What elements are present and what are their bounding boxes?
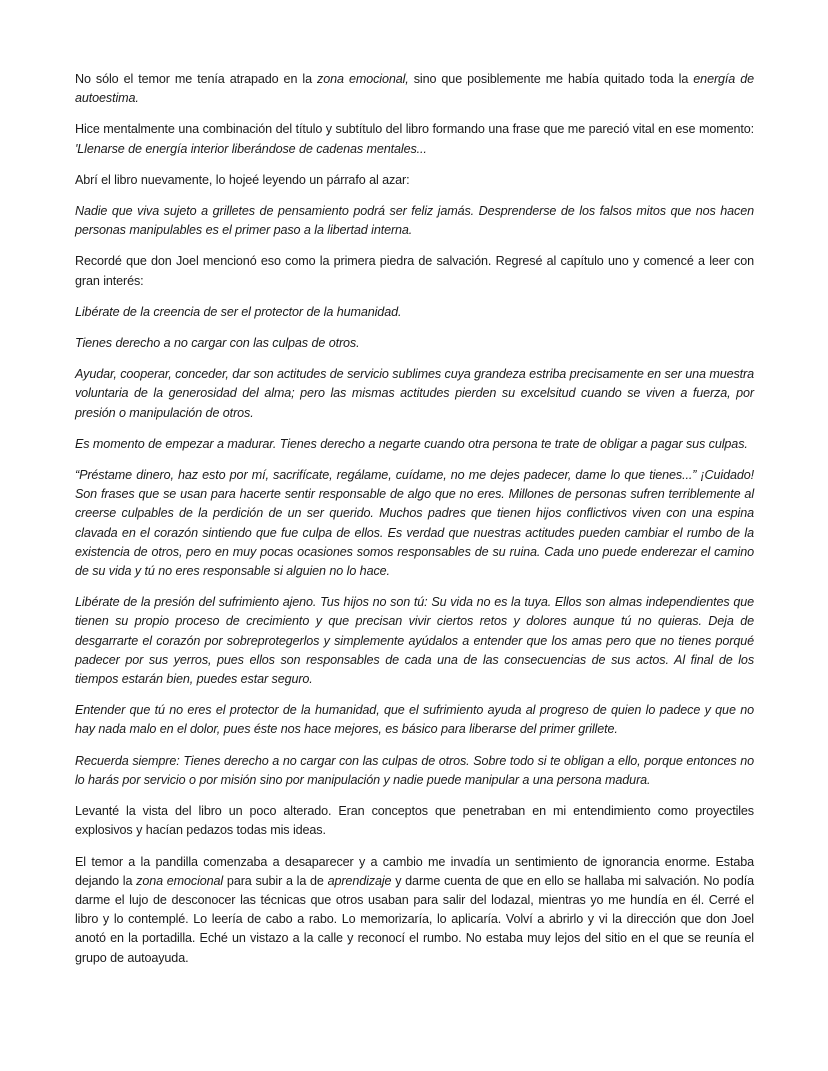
emphasis-span: zona emocional, [317,72,409,86]
paragraph: Nadie que viva sujeto a grilletes de pensamiento podrá ser feliz jamás. Desprenderse de los falsos mitos que nos hacen personas manipulables es el primer paso a la libertad interna. [75,204,754,238]
paragraph: Levanté la vista del libro un poco alterado. Eran conceptos que penetraban en mi entendimiento como proyectiles explosivos y hacían pedazos todas mis ideas. [75,804,754,838]
text-span: El temor a la pandilla comenzaba a desaparecer y a cambio me invadía un sentimiento de ignorancia enorme. Estaba dejando la [75,854,754,888]
emphasis-span: aprendizaje [327,873,392,888]
emphasis-span: zona emocional [136,873,224,888]
paragraph: Recordé que don Joel mencionó eso como la primera piedra de salvación. Regresé al capítulo uno y comencé a leer con gran interés: [75,254,754,288]
paragraph [75,70,754,108]
emphasis-span: 'Llenarse de energía interior liberándose de cadenas mentales... [75,141,427,156]
paragraph: Tienes derecho a no cargar con las culpas de otros. [75,336,360,351]
paragraph: Entender que tú no eres el protector de la humanidad, que el sufrimiento ayuda al progreso de quien lo padece y que no hay nada malo en el dolor, pues éste nos hace mejores, es básico para liberarse del primer grillete. [75,703,754,737]
text-span: y darme cuenta de que en ello se hallaba mi salvación. No podía darme el lujo de desconocer las técnicas que otros usaban para salir del lodazal, mientras yo me hundía en él. Cerré el libro y lo contemplé. Lo leería de cabo a rabo. Lo memorizaría, lo aplicaría. Volví a abrirlo y vi la dirección que don Joel anotó en la portadilla. Eché un vistazo a la calle y reconocí el rumbo. No estaba muy lejos del sitio en el que se reunía el grupo de autoayuda. [75,873,754,965]
text-span: No sólo el temor me tenía atrapado en la [75,72,318,86]
paragraph: Ayudar, cooperar, conceder, dar son actitudes de servicio sublimes cuya grandeza estriba precisamente en ser una muestra voluntaria de la generosidad del alma; pero las mismas actitudes pierden su excelsitud cuando se viven a fuerza, por presión o manipulación de otros. [75,367,754,420]
paragraph: Es momento de empezar a madurar. Tienes derecho a negarte cuando otra persona te trate de obligar a pagar sus culpas. [75,436,748,451]
paragraph: “Préstame dinero, haz esto por mí, sacrifícate, regálame, cuídame, no me dejes padecer, dame lo que tienes...” ¡Cuidado! Son frases que se usan para hacerte sentir responsable de algo que no eres. Millones de personas sufren terriblemente al creerse culpables de la perdición de un ser querido. Muchos padres que tienen hijos conflictivos viven con una espina clavada en el corazón sintiendo que fue culpa de ellos. Es verdad que nuestras actitudes pueden cambiar el rumbo de la existencia de otros, pero en muy pocas ocasiones somos responsables de su ruina. Cada uno puede enderezar el camino de su vida y tú no eres responsable si alguien no lo hace. [75,468,754,579]
text-column [75,70,754,968]
paragraph [75,120,754,158]
paragraph: Libérate de la creencia de ser el protector de la humanidad. [75,304,402,319]
paragraph: Recuerda siempre: Tienes derecho a no cargar con las culpas de otros. Sobre todo si te obligan a ello, porque entonces no lo harás por servicio o por misión sino por manipulación y nadie puede manipular a una persona madura. [75,753,754,787]
text-span: sino que posiblemente me había quitado toda la [408,72,694,86]
text-span: para subir a la de [223,873,328,888]
emphasis-span: energía de autoestima. [75,72,755,106]
paragraph: Libérate de la presión del sufrimiento ajeno. Tus hijos no son tú: Su vida no es la tuya. Ellos son almas independientes que tienen su propio proceso de crecimiento y que precisan vivir ciertos retos y dolores aunque tú no quieras. Deja de desgarrarte el corazón por sobreprotegerlos y simplemente ayúdalos a entender que los amas pero que no tienes porqué padecer por sus yerros, pues ellos son responsables de cada una de las consecuencias de sus actos. Al final de los tiempos estarán bien, puedes estar seguro. [75,595,754,687]
paragraph: Abrí el libro nuevamente, lo hojeé leyendo un párrafo al azar: [75,172,410,187]
paragraph [75,853,754,968]
text-span: Hice mentalmente una combinación del título y subtítulo del libro formando una frase que me pareció vital en ese momento: [75,122,754,137]
